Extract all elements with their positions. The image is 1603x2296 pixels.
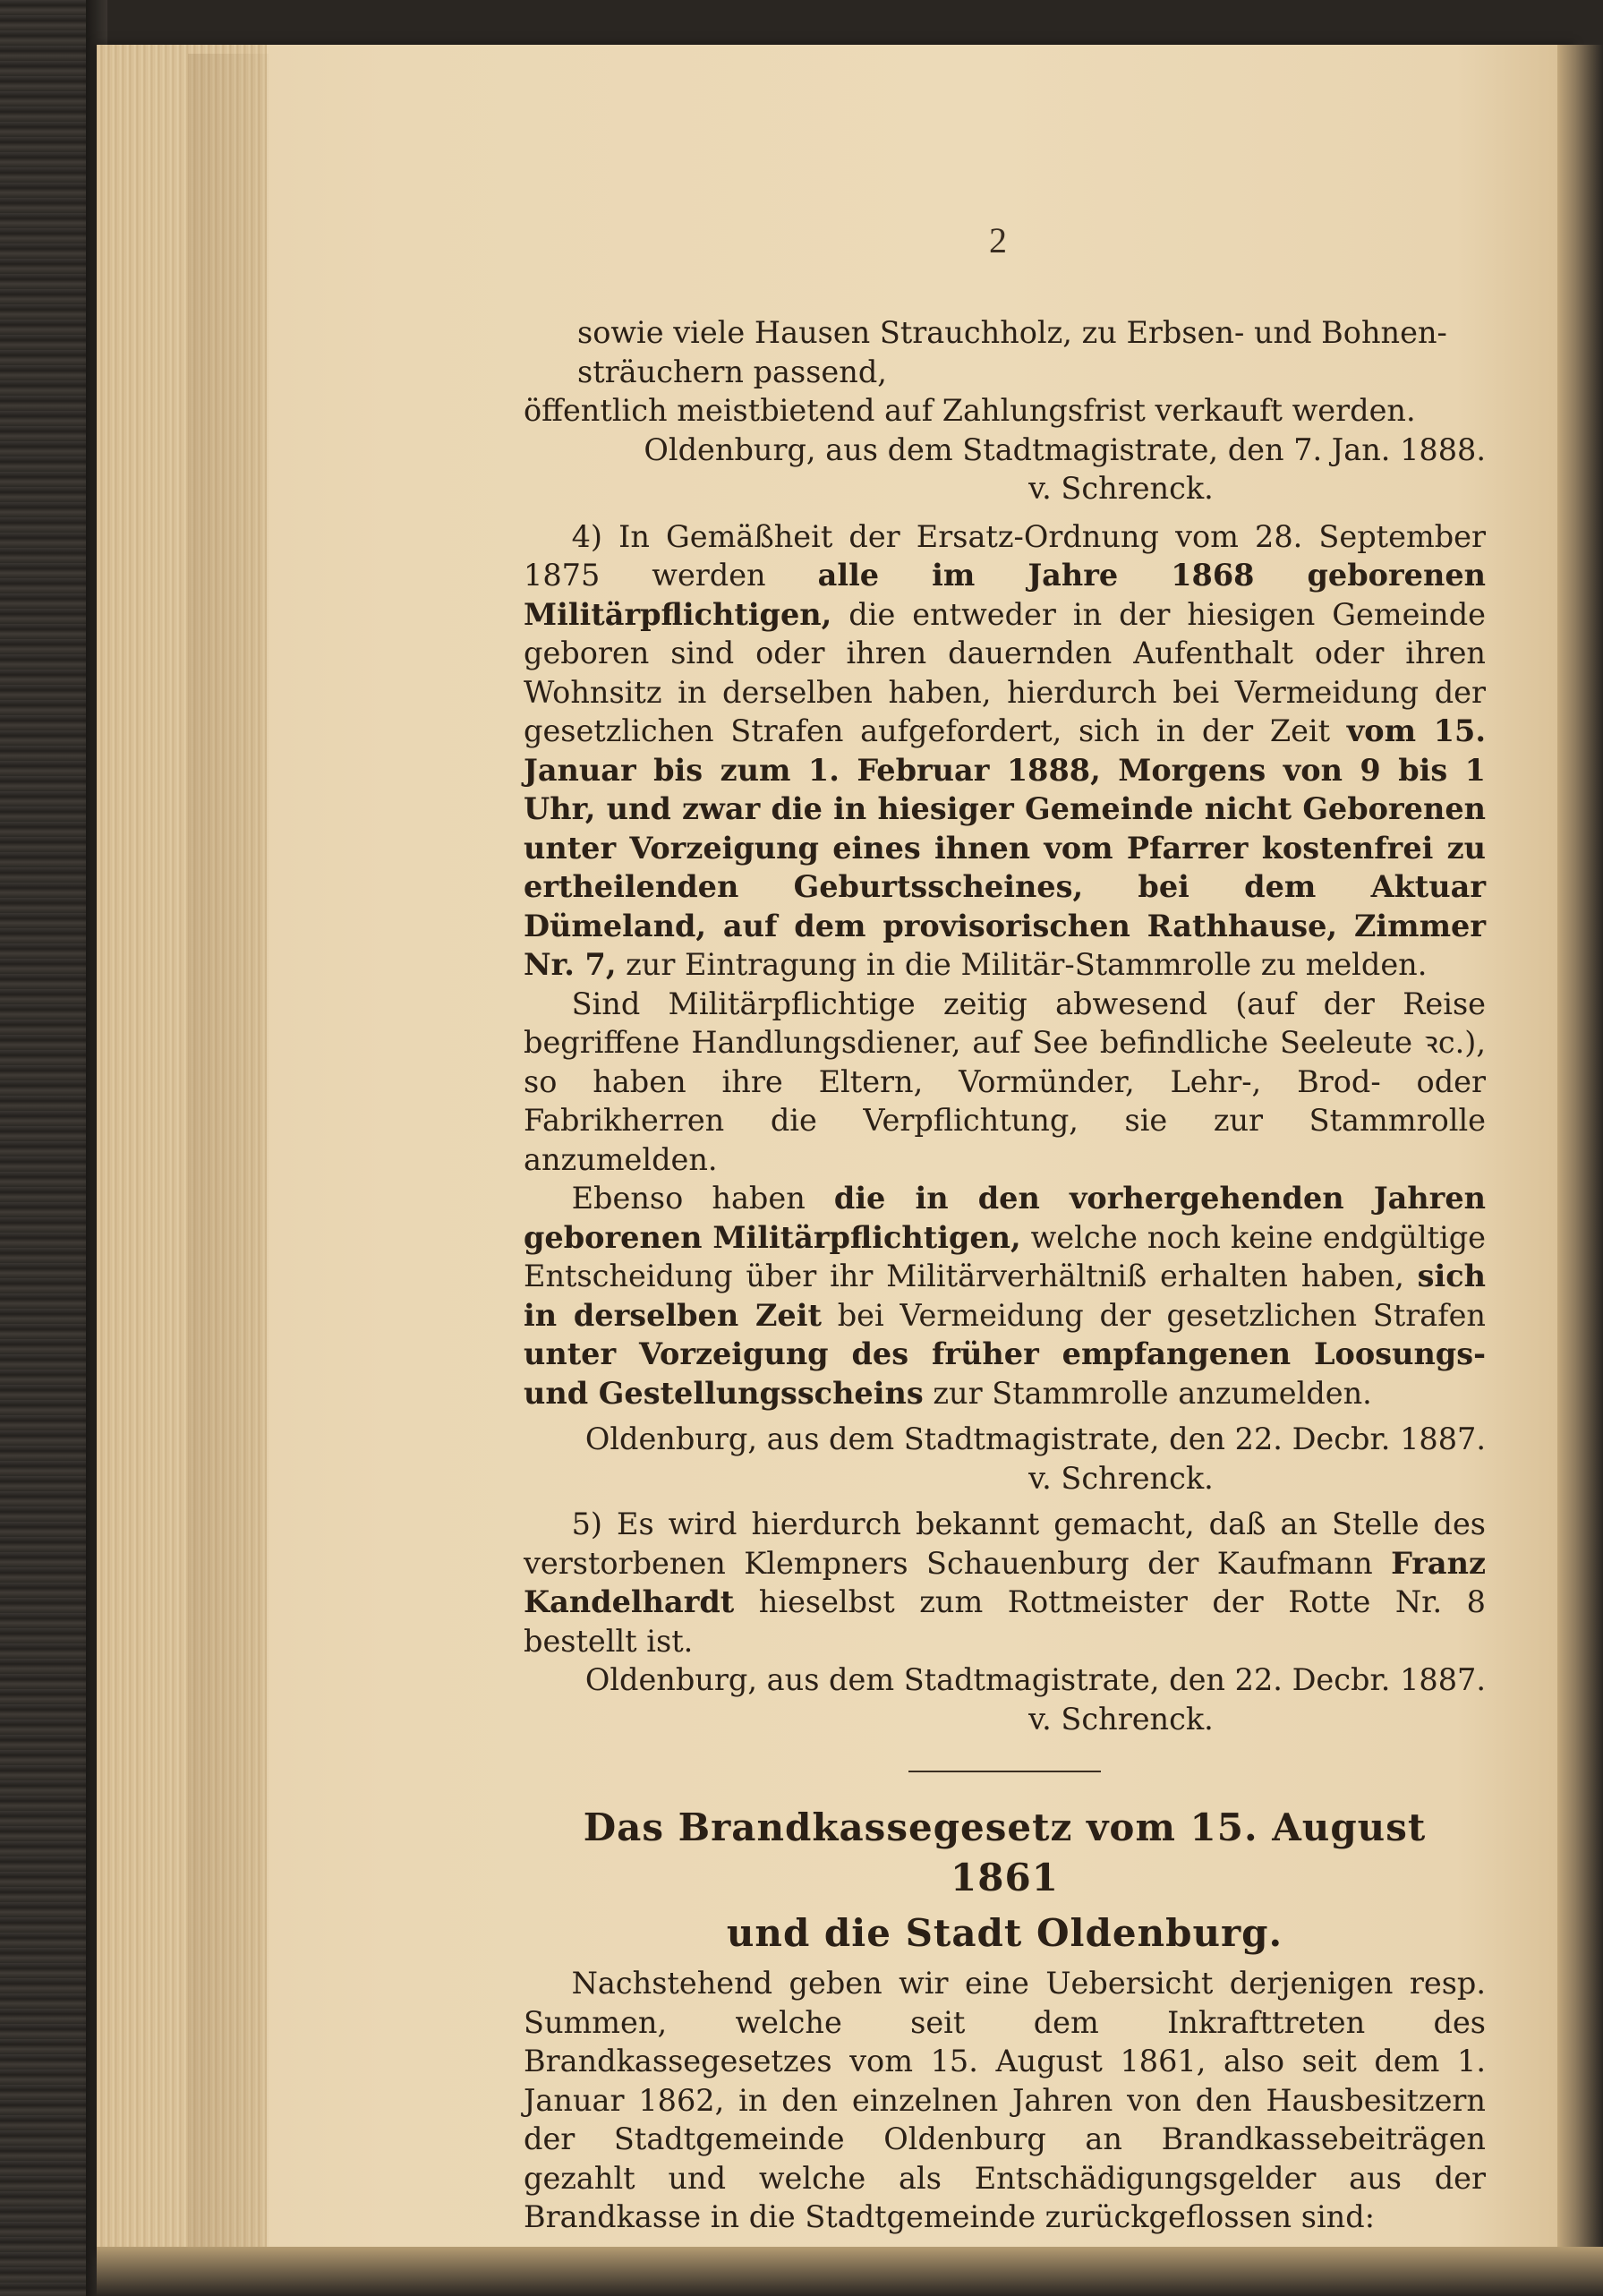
text-run: die entweder in der hiesigen Gemeinde geboren sind oder ihren dauernden Aufenthalt oder ihren Wohnsitz in derselben haben, hierdurch bei Vermeidung der gesetzlichen Strafen aufgefordert, sich in der Zeit	[524, 596, 1486, 748]
place-date: Oldenburg, aus dem Stadtmagistrate, den 7. Jan. 1888.	[644, 431, 1486, 467]
page-bottom-edge	[97, 2247, 1603, 2296]
place-date: Oldenburg, aus dem Stadtmagistrate, den 22. Decbr. 1887.	[584, 1421, 1486, 1456]
article-heading-line-1: Das Brandkassegesetz vom 15. August 1861	[583, 1805, 1427, 1899]
signature: v. Schrenck.	[1028, 1460, 1214, 1496]
page-right-edge	[1557, 45, 1603, 2256]
article-body: Nachstehend geben wir eine Uebersicht derjenigen resp. Summen, welche seit dem Inkrafttreten des Brandkassegesetzes vom 15. August 1861, also seit dem 1. Januar 1862, in den einzelnen Jahren von den Hausbesitzern der Stadtgemeinde Oldenburg an Brandkassebeiträgen gezahlt und welche als Entschädigungsgelder aus der Brandkasse in die Stadtgemeinde zurückgeflossen sind:	[524, 1966, 1486, 2234]
paragraph	[524, 1505, 1486, 1660]
bold-run: sich in derselben Zeit	[524, 1259, 1486, 1333]
paragraph	[524, 517, 1486, 985]
text-run: bei Vermeidung der gesetzlichen Strafen	[821, 1297, 1486, 1333]
bold-run: unter Vorzeigung des früher empfangenen Loosungs- und Gestellungsscheins	[524, 1336, 1486, 1411]
text-run: zur Eintragung in die Militär-Stammrolle zu melden.	[616, 947, 1428, 982]
paragraph: Sind Militärpflichtige zeitig abwesend (auf der Reise begriffene Handlungsdiener, auf See befindliche Seeleute ꝛc.), so haben ihre Eltern, Vormünder, Lehr-, Brod- oder Fabrikherren die Verpflichtung, sie zur Stammrolle anzumelden.	[524, 986, 1486, 1177]
signature: v. Schrenck.	[1028, 1701, 1214, 1737]
text-run: hieselbst zum Rottmeister der Rotte Nr. 8 bestellt ist.	[524, 1584, 1486, 1659]
place-date: Oldenburg, aus dem Stadtmagistrate, den 22. Decbr. 1887.	[584, 1662, 1486, 1697]
page-shadow	[188, 54, 269, 2247]
notice-block-4	[524, 517, 1486, 1498]
text-run: 4) In Gemäßheit der Ersatz-Ordnung vom 28. September 1875 werden	[524, 518, 1486, 593]
bold-run: vom 15. Januar bis zum 1. Februar 1888, Morgens von 9 bis 1 Uhr, und zwar die in hiesiger Gemeinde nicht Geborenen unter Vorzeigung eines ihnen vom Pfarrer kostenfrei zu ertheilenden Geburtsscheines, bei dem Aktuar Dümeland, auf dem provisorischen Rathhause, Zimmer Nr. 7,	[524, 713, 1487, 982]
paragraph	[524, 1179, 1486, 1413]
text-line: öffentlich meistbietend auf Zahlungsfrist verkauft werden.	[524, 393, 1416, 428]
notice-block-5	[524, 1505, 1486, 1738]
text-run: zur Stammrolle anzumelden.	[923, 1375, 1372, 1411]
signature: v. Schrenck.	[1028, 471, 1214, 506]
separator-rule	[908, 1771, 1101, 1772]
text-line: sowie viele Hausen Strauchholz, zu Erbsen- und Bohnen-	[577, 315, 1447, 350]
bold-run: alle im Jahre 1868 geborenen Militärpflichtigen,	[524, 558, 1486, 632]
text-run: welche noch keine endgültige Entscheidung über ihr Militärverhältniß erhalten haben,	[524, 1219, 1486, 1293]
bold-run: Franz Kandelhardt	[524, 1545, 1486, 1619]
text-line: sträuchern passend,	[577, 354, 887, 389]
text-run: 5) Es wird hierdurch bekannt gemacht, daß an Stelle des verstorbenen Klempners Schauenburg der Kaufmann	[524, 1506, 1486, 1581]
bold-run: die in den vorhergehenden Jahren geborenen Militärpflichtigen,	[524, 1181, 1486, 1255]
article-heading-line-2: und die Stadt Oldenburg.	[726, 1911, 1283, 1955]
article	[524, 1803, 1486, 2237]
page-content	[524, 313, 1486, 2237]
text-run: Ebenso haben	[571, 1181, 834, 1216]
page-number: 2	[989, 220, 1007, 260]
notice-block-continued	[524, 313, 1486, 508]
